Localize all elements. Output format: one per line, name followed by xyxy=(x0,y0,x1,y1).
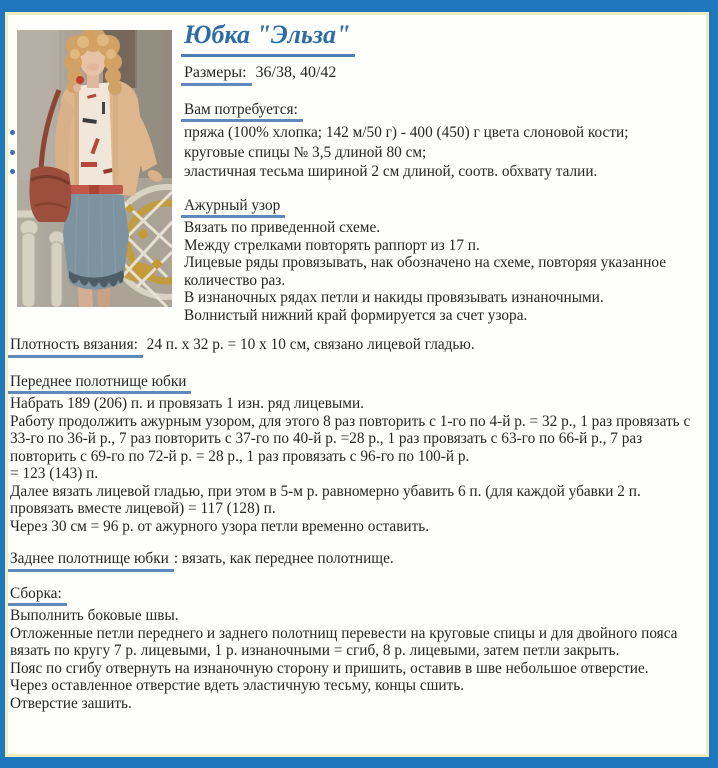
materials-list xyxy=(10,123,700,182)
back-panel-heading: Заднее полотнище юбки xyxy=(7,550,174,572)
assembly-section xyxy=(10,585,700,607)
front-panel-heading: Переднее полотнище юбки xyxy=(7,373,191,395)
front-panel-line: = 123 (143) п. xyxy=(10,465,99,482)
lace-pattern-heading: Ажурный узор xyxy=(181,197,285,219)
assembly-heading: Сборка: xyxy=(7,585,67,607)
pattern-line: Лицевые ряды провязывать, нак обозначено на схеме, повторяя указанное количество раз. xyxy=(184,254,667,289)
materials-heading: Вам потребуется: xyxy=(181,101,303,123)
assembly-line: Отложенные петли переднего и заднего полотнищ перевести на круговые спицы и для двойного пояса вязать по кругу 7 р. лицевыми, 1 р. изнаночными = сгиб, 8 р. лицевыми, затем петли закрыть. xyxy=(10,624,678,659)
gauge-label: Плотность вязания: xyxy=(7,336,143,358)
material-item: круговые спицы № 3,5 длиной 80 см; xyxy=(10,143,700,163)
pattern-line: Между стрелками повторять раппорт из 17 п. xyxy=(184,236,480,254)
assembly-line: Пояс по сгибу отвернуть на изнаночную сторону и пришить, оставив в шве небольшое отверстие. xyxy=(10,659,649,677)
gauge-line xyxy=(10,336,700,358)
front-panel-line: Далее вязать лицевой гладью, при этом в 5-м р. равномерно убавить 6 п. (для каждой убавки 2 п. провязать вместе лицевой) = 117 (128) п. xyxy=(10,482,641,517)
page-title-text: Юбка "Эльза" xyxy=(181,20,355,57)
assembly-line: Выполнить боковые швы. xyxy=(10,607,179,624)
bullet-icon xyxy=(10,169,15,174)
gauge-text: 24 п. x 32 р. = 10 x 10 см, связано лицевой гладью. xyxy=(142,336,475,353)
bullet-icon xyxy=(10,150,15,155)
front-panel-section xyxy=(10,373,700,395)
assembly-line: Отверстие зашить. xyxy=(10,694,132,712)
pattern-line: Вязать по приведенной схеме. xyxy=(184,219,381,236)
front-panel-line: Работу продолжить ажурным узором, для этого 8 раз повторить с 1-го по 4-й р. = 32 р., 1 раз провязать с 33-го по 36-й р., 7 раз повторить с 37-го по 40-й р. =28 р., 1 раз провязать с 63-го по 66-й р., 7 раз повторить с 69-го по 72-й р. = 28 р., 1 раз провязать с 96-го по 100-й р. xyxy=(10,412,691,465)
sizes-value: 36/38, 40/42 xyxy=(251,64,337,81)
material-item: пряжа (100% хлопка; 142 м/50 г) - 400 (450) г цвета слоновой кости; xyxy=(10,123,700,143)
material-item: эластичная тесьма шириной 2 см длиной, соотв. обхвату талии. xyxy=(10,162,700,182)
pattern-line: Волнистый нижний край формируется за счет узора. xyxy=(184,306,528,324)
bullet-icon xyxy=(10,130,15,135)
front-panel-line: Через 30 см = 96 р. от ажурного узора петли временно оставить. xyxy=(10,517,430,535)
content-area xyxy=(5,12,709,757)
back-panel-text: : вязать, как переднее полотнище. xyxy=(173,550,394,567)
pattern-line: В изнаночных рядах петли и накиды провязывать изнаночными. xyxy=(184,289,604,306)
sizes-label: Размеры: xyxy=(181,64,252,86)
assembly-line: Через оставленное отверстие вдеть эластичную тесьму, концы сшить. xyxy=(10,677,465,694)
front-panel-line: Набрать 189 (206) п. и провязать 1 изн. ряд лицевыми. xyxy=(10,395,364,412)
back-panel-line xyxy=(10,550,700,572)
